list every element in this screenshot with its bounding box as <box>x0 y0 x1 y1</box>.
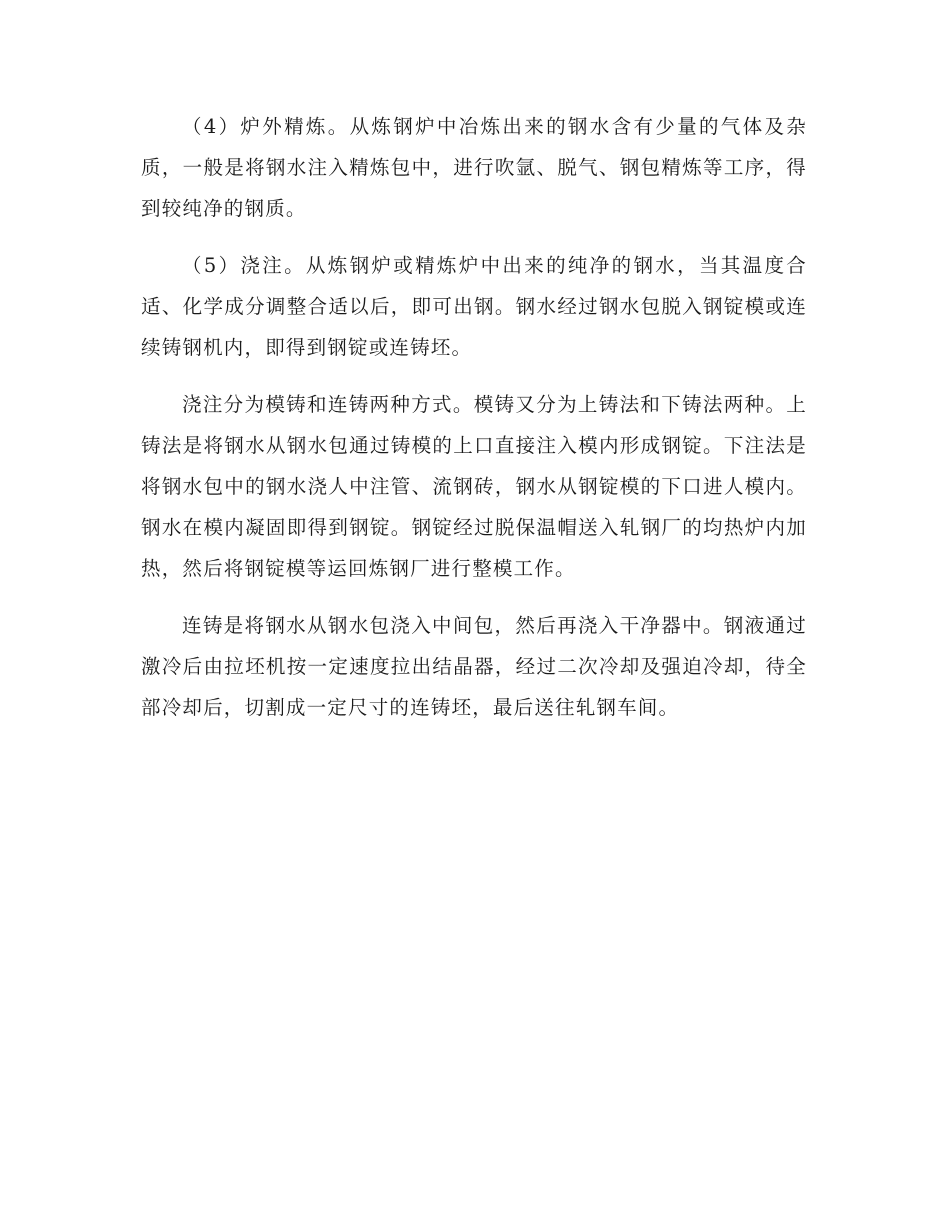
paragraph-continuous-casting: 连铸是将钢水从钢水包浇入中间包，然后再浇入干净器中。钢液通过激冷后由拉坯机按一定速度拉出结晶器，经过二次冷却及强迫冷却，待全部冷却后，切割成一定尺寸的连铸坯，最后送往轧钢车间。 <box>141 614 807 719</box>
document-body <box>141 106 807 744</box>
paragraph-ladle-refining: （4）炉外精炼。从炼钢炉中冶炼出来的钢水含有少量的气体及杂质，一般是将钢水注入精炼包中，进行吹氩、脱气、钢包精炼等工序，得到较纯净的钢质。 <box>141 115 807 220</box>
paragraph-pouring: （5）浇注。从炼钢炉或精炼炉中出来的纯净的钢水，当其温度合适、化学成分调整合适以后，即可出钢。钢水经过钢水包脱入钢锭模或连续铸钢机内，即得到钢锭或连铸坯。 <box>141 254 807 359</box>
paragraph-ingot-casting: 浇注分为模铸和连铸两种方式。模铸又分为上铸法和下铸法两种。上铸法是将钢水从钢水包通过铸模的上口直接注入模内形成钢锭。下注法是将钢水包中的钢水浇人中注管、流钢砖，钢水从钢锭模的下口进人模内。钢水在模内凝固即得到钢锭。钢锭经过脱保温帽送入轧钢厂的均热炉内加热，然后将钢锭模等运回炼钢厂进行整模工作。 <box>141 393 807 580</box>
